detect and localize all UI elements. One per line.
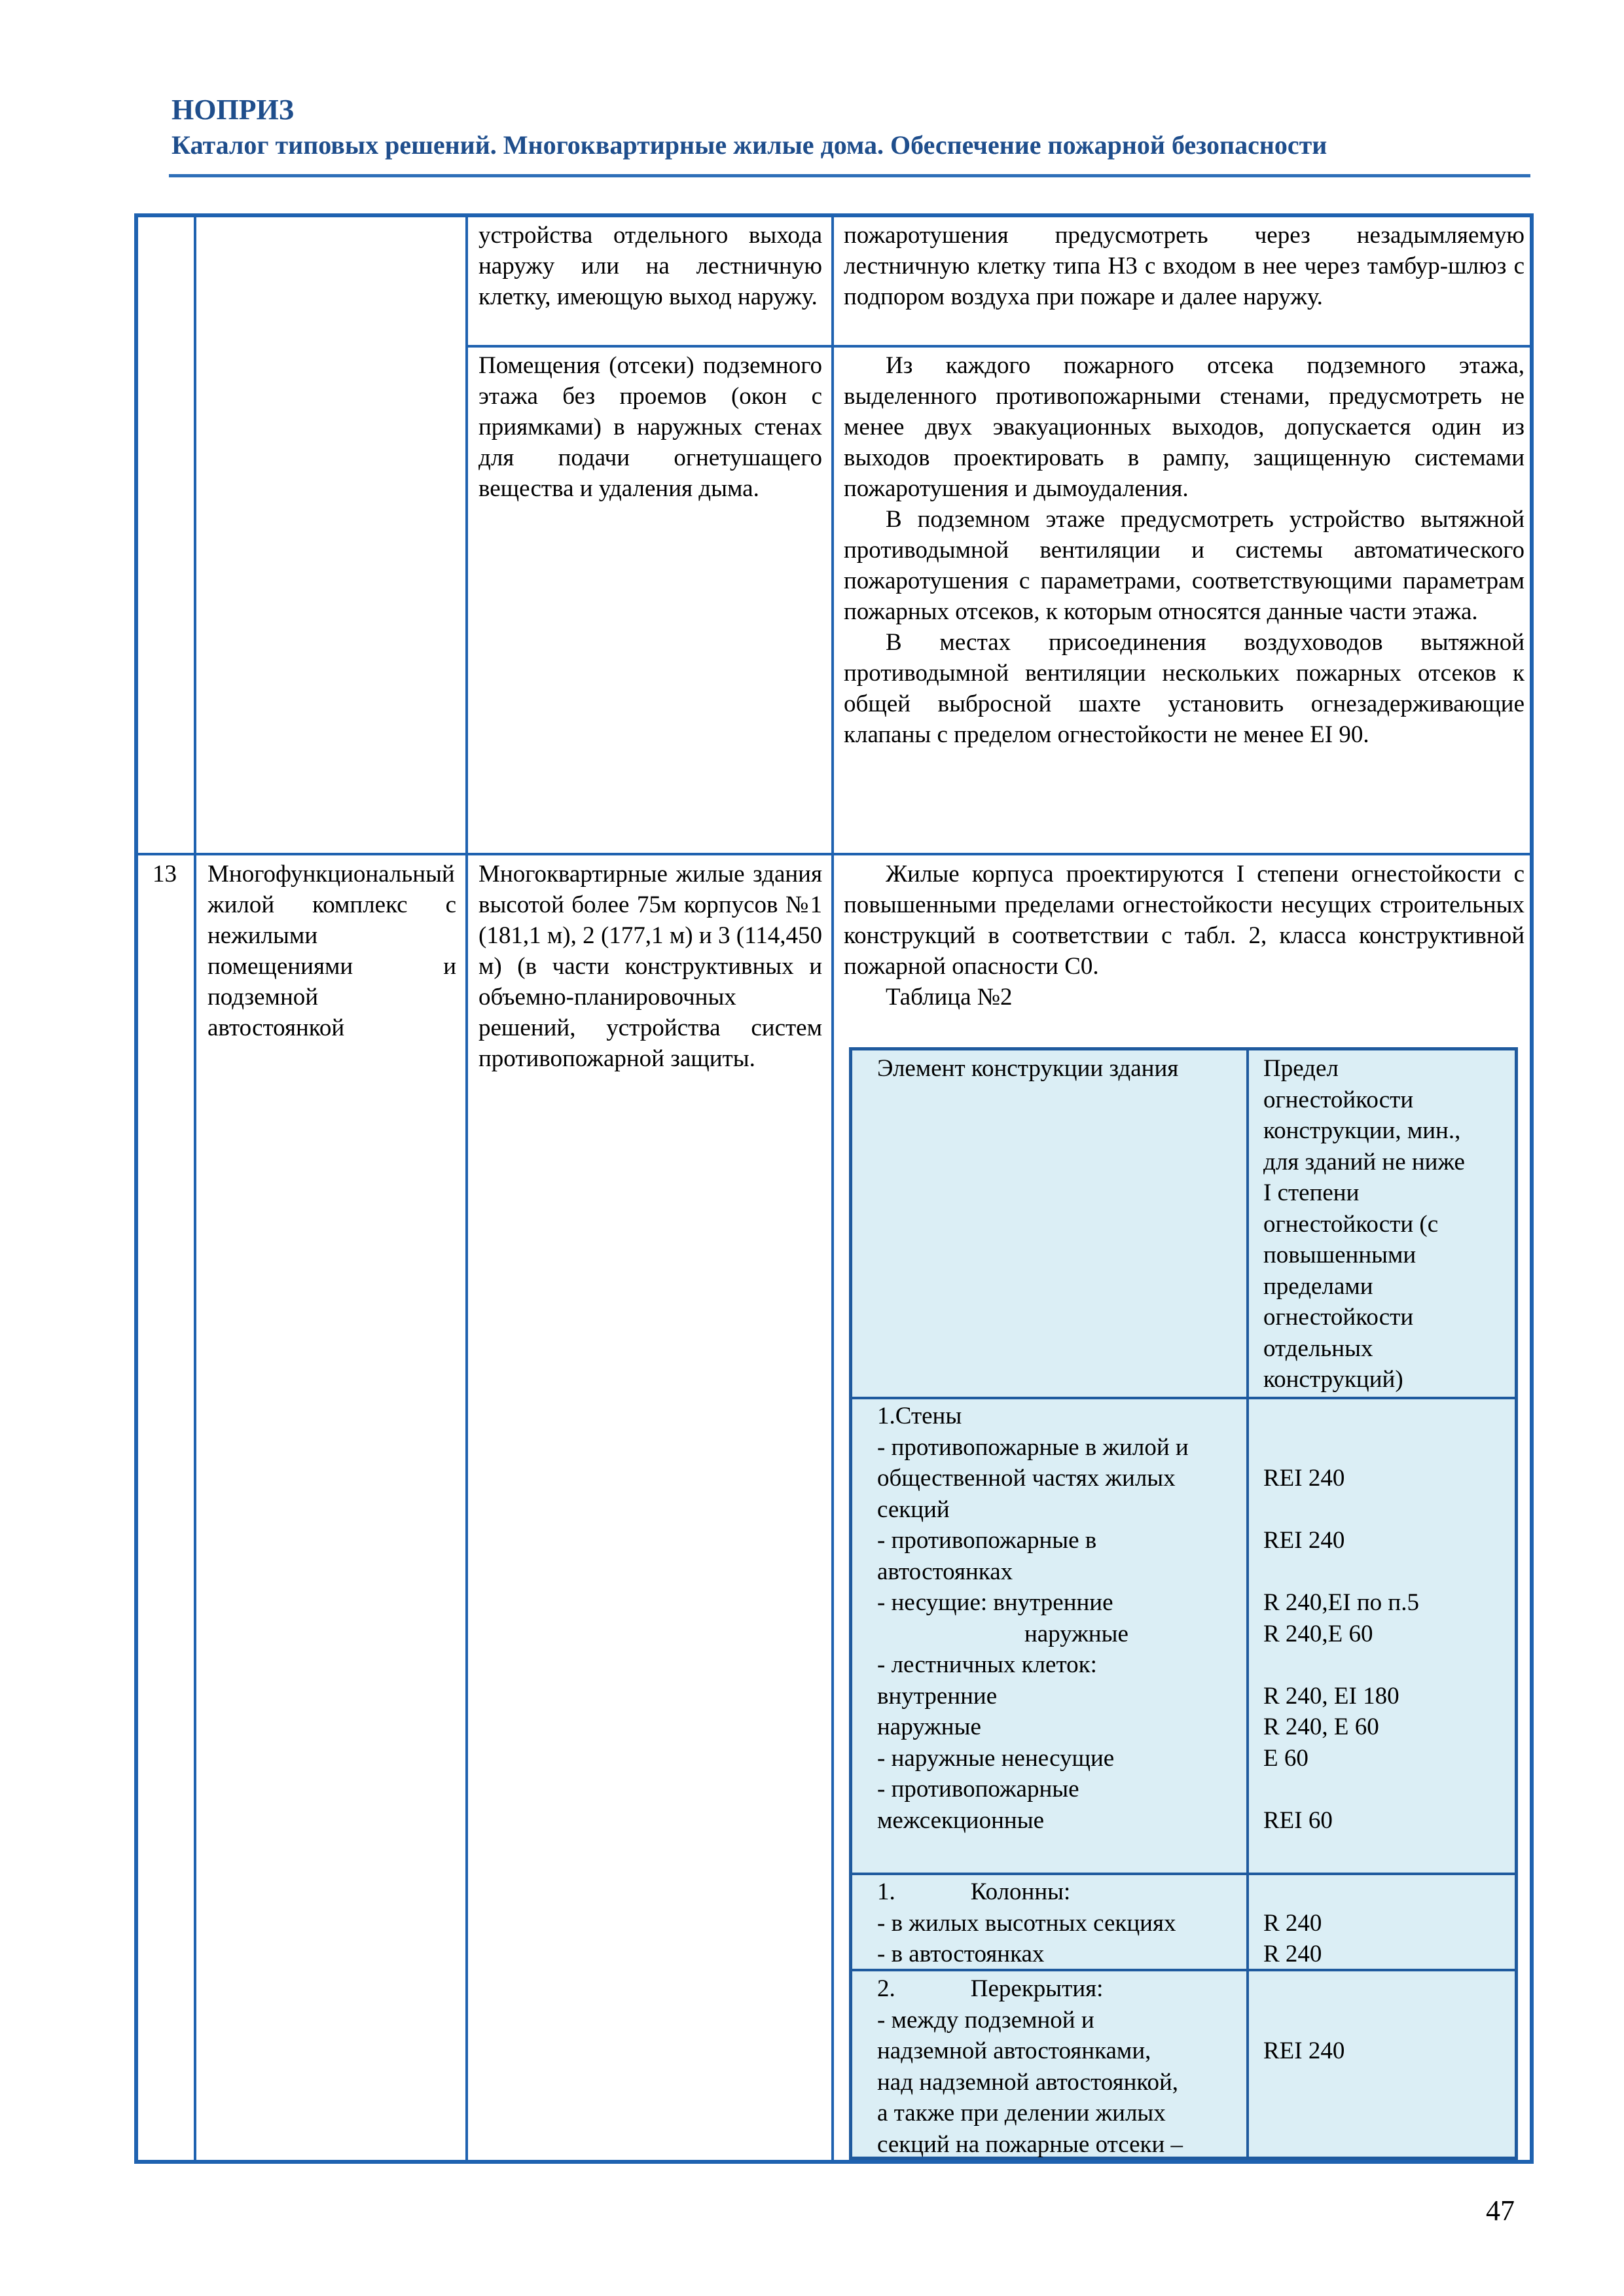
walls-line: - несущие: внутренние (877, 1589, 1113, 1616)
row-c-col3 (478, 859, 822, 1074)
inner-col-divider (1246, 1050, 1249, 2157)
floors-line: над надземной автостоянкой, (877, 2068, 1179, 2096)
columns-title-line (877, 1876, 1244, 1908)
floors-title: Перекрытия: (970, 1975, 1104, 2002)
col-divider-3 (831, 217, 834, 2160)
floors-number: 2. (877, 1975, 895, 2002)
walls-value: E 60 (1263, 1744, 1308, 1772)
page-number: 47 (1486, 2195, 1515, 2227)
header-right-line: повышенными (1263, 1242, 1416, 1268)
walls-line: наружные (1024, 1620, 1128, 1647)
columns-number: 1. (877, 1878, 895, 1905)
header-right-line: I степени (1263, 1179, 1360, 1206)
walls-line: внутренние (877, 1682, 998, 1710)
walls-line: наружные (877, 1713, 981, 1740)
columns-line: - в жилых высотных секциях (877, 1909, 1176, 1937)
catalog-subtitle: Каталог типовых решений. Многоквартирные жилые дома. Обеспечение пожарной безопасности (171, 130, 1327, 160)
columns-value: R 240 (1263, 1909, 1322, 1937)
columns-line: - в автостоянках (877, 1941, 1045, 1967)
row-divider-b (138, 853, 1530, 855)
floors-line: а также при делении жилых (877, 2100, 1166, 2126)
floors-title-line (877, 1973, 1244, 2005)
col-divider-2 (465, 217, 468, 2160)
floors-value: REI 240 (1263, 2037, 1345, 2064)
row-divider-a (465, 345, 1530, 348)
row-a-col4 (844, 220, 1525, 312)
walls-line: - противопожарные (877, 1776, 1079, 1803)
walls-line: секций (877, 1496, 950, 1523)
row-a-col3 (478, 220, 822, 312)
walls-value: R 240, E 60 (1263, 1713, 1379, 1740)
row-a-col3-text: устройства отдельного выхода наружу или на лестничную клетку, имеющую выход наружу. (478, 222, 822, 310)
fire-resistance-table (849, 1047, 1518, 2160)
row-b-col3 (478, 350, 822, 504)
walls-line: - противопожарные в жилой и (877, 1433, 1189, 1461)
header-right-line: пределами (1263, 1272, 1373, 1300)
inner-header-right (1263, 1053, 1512, 1395)
header-right-line: конструкции, мин., (1263, 1117, 1461, 1144)
header-right-line: Предел (1263, 1055, 1339, 1082)
floors-line: - между подземной и (877, 2006, 1094, 2034)
table-2-caption: Таблица №2 (886, 984, 1013, 1011)
inner-row-divider-2 (852, 1873, 1515, 1875)
walls-line: - противопожарные в (877, 1527, 1097, 1554)
header-right-line: огнестойкости (1263, 1086, 1414, 1113)
row-b-col4-paragraph-1: Из каждого пожарного отсека подземного этажа, выделенного противопожарными стенами, предусмотреть не менее двух эвакуационных выходов, допускается один из выходов проектировать в рампу, защищенную системами пожаротушения и дымоудаления. (844, 352, 1525, 502)
floors-line: секций на пожарные отсеки – (877, 2130, 1183, 2158)
row-c-col2 (208, 859, 456, 1043)
org-name: НОПРИЗ (171, 94, 294, 126)
inner-row-divider-1 (852, 1397, 1515, 1399)
walls-line: - наружные ненесущие (877, 1744, 1115, 1772)
walls-value: REI 240 (1263, 1527, 1345, 1554)
header-right-line: отдельных (1263, 1335, 1373, 1362)
row-b-col3-text: Помещения (отсеки) подземного этажа без проемов (окон с приямками) в наружных стенах для подачи огнетушащего вещества и удаления дыма. (478, 352, 822, 502)
floors-left (877, 1973, 1244, 2160)
row-number: 13 (153, 861, 177, 888)
columns-right (1263, 1876, 1512, 1970)
walls-line: - лестничных клеток: (877, 1651, 1097, 1678)
row-c-col3-text: Многоквартирные жилые здания высотой более 75м корпусов №1 (181,1 м), 2 (177,1 м) и 3 (114,450 м) (в части конструктивных и объемно-планировочных решений, устройства систем противопожарной защиты. (478, 861, 822, 1072)
columns-left (877, 1876, 1244, 1970)
header-right-line: для зданий не ниже (1263, 1148, 1465, 1175)
row-b-col4-paragraph-2: В подземном этаже предусмотреть устройство вытяжной противодымной вентиляции и системы автоматического пожаротушения с параметрами, соответствующими параметрам пожарных отсеков, к которым относятся данные части этажа. (844, 506, 1525, 625)
walls-value: R 240, EI 180 (1263, 1682, 1399, 1710)
walls-value: R 240,EI по п.5 (1263, 1589, 1419, 1616)
row-c-number (153, 859, 192, 889)
walls-line: автостоянках (877, 1558, 1013, 1585)
row-b-col4 (844, 350, 1525, 750)
walls-line: общественной частях жилых (877, 1465, 1176, 1492)
object-name: Многофункциональный жилой комплекс с нежилыми помещениями и подземной автостоянкой (208, 861, 456, 1041)
walls-right (1263, 1401, 1512, 1836)
walls-left (877, 1401, 1244, 1836)
header-left-text: Элемент конструкции здания (877, 1055, 1179, 1082)
floors-right (1263, 1973, 1512, 2067)
header-right-line: конструкций) (1263, 1366, 1403, 1393)
row-c-col4-paragraph-1: Жилые корпуса проектируются I степени огнестойкости с повышенными пределами огнестойкости несущих строительных конструкций в соответствии с табл. 2, класса конструктивной пожарной опасности С0. (844, 861, 1525, 980)
walls-line: 1.Стены (877, 1403, 962, 1429)
walls-value: REI 60 (1263, 1806, 1333, 1834)
header-right-line: огнестойкости (с (1263, 1210, 1439, 1238)
row-a-col4-text: пожаротушения предусмотреть через незадымляемую лестничную клетку типа Н3 с входом в нее через тамбур-шлюз с подпором воздуха при пожаре и далее наружу. (844, 222, 1525, 310)
columns-value: R 240 (1263, 1941, 1322, 1967)
columns-title: Колонны: (970, 1878, 1071, 1905)
header-divider (169, 174, 1530, 177)
row-c-col4 (844, 859, 1525, 1013)
floors-line: надземной автостоянками, (877, 2037, 1151, 2064)
row-b-col4-paragraph-3: В местах присоединения воздуховодов вытяжной противодымной вентиляции нескольких пожарных отсеков к общей выбросной шахте установить огнезадерживающие клапаны с пределом огнестойкости не менее EI 90. (844, 629, 1525, 748)
col-divider-1 (194, 217, 196, 2160)
walls-value: R 240,E 60 (1263, 1620, 1373, 1647)
header-right-line: огнестойкости (1263, 1304, 1414, 1331)
page-header (171, 92, 1533, 162)
walls-line: межсекционные (877, 1806, 1044, 1834)
inner-header-left (877, 1053, 1244, 1085)
walls-value: REI 240 (1263, 1465, 1345, 1492)
